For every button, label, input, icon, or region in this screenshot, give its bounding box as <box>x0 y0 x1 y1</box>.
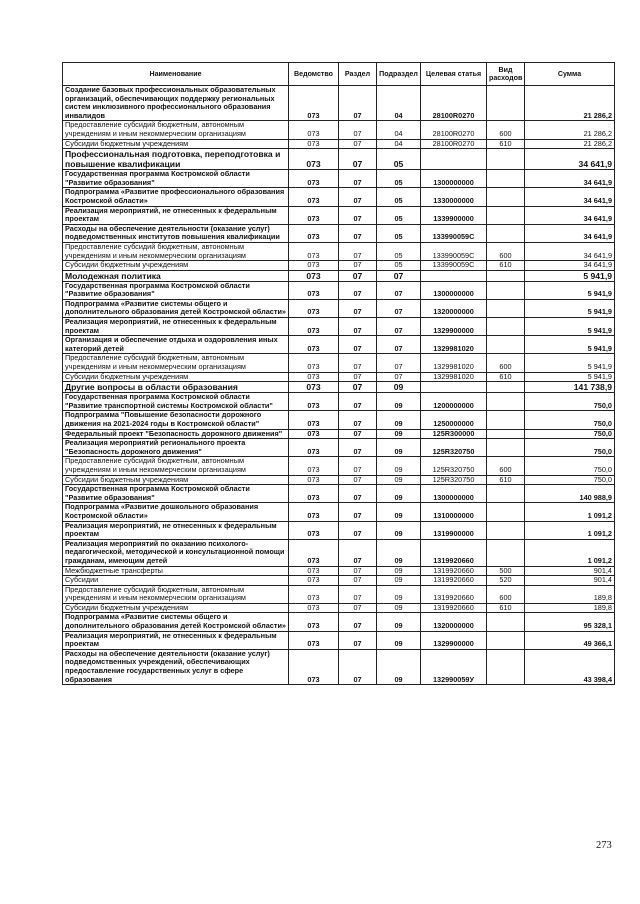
cell-target: 1200000000 <box>421 393 487 411</box>
cell-subsection: 09 <box>377 603 421 613</box>
cell-type <box>487 503 525 521</box>
cell-dept: 073 <box>289 299 339 317</box>
page-number: 273 <box>596 840 612 851</box>
table-row <box>63 503 615 521</box>
cell-section: 07 <box>339 613 377 631</box>
cell-type <box>487 613 525 631</box>
cell-dept: 073 <box>289 393 339 411</box>
table-row <box>63 613 615 631</box>
cell-target: 1339900000 <box>421 206 487 224</box>
table-row <box>63 281 615 299</box>
table-row <box>63 439 615 457</box>
cell-subsection: 05 <box>377 206 421 224</box>
cell-subsection: 07 <box>377 372 421 382</box>
budget-sheet <box>62 62 614 685</box>
cell-name: Реализация мероприятий, не отнесенных к федеральным проектам <box>63 521 289 539</box>
table-row <box>63 206 615 224</box>
cell-sum: 750,0 <box>525 411 615 429</box>
cell-dept: 073 <box>289 566 339 576</box>
cell-subsection: 09 <box>377 613 421 631</box>
cell-name: Предоставление субсидий бюджетным, автономным учреждениям и иным некоммерческим организациям <box>63 121 289 139</box>
cell-type <box>487 429 525 439</box>
cell-type: 610 <box>487 372 525 382</box>
cell-type <box>487 631 525 649</box>
table-row <box>63 382 615 393</box>
cell-target: 1320000000 <box>421 299 487 317</box>
cell-type <box>487 224 525 242</box>
cell-sum: 5 941,9 <box>525 336 615 354</box>
cell-target: 1310000000 <box>421 503 487 521</box>
cell-section: 07 <box>339 242 377 260</box>
cell-subsection: 09 <box>377 631 421 649</box>
cell-type <box>487 382 525 393</box>
header-section: Раздел <box>339 63 377 86</box>
cell-name: Расходы на обеспечение деятельности (оказание услуг) подведомственных институтов повышения квалификации <box>63 224 289 242</box>
cell-subsection: 07 <box>377 281 421 299</box>
cell-dept: 073 <box>289 521 339 539</box>
table-row <box>63 411 615 429</box>
table-body <box>63 86 615 685</box>
cell-dept: 073 <box>289 585 339 603</box>
cell-target: 1319900000 <box>421 521 487 539</box>
table-row <box>63 485 615 503</box>
cell-dept: 073 <box>289 631 339 649</box>
cell-name: Создание базовых профессиональных образовательных организаций, обеспечивающих поддержку региональных систем инклюзивного профессионального образования инвалидов <box>63 86 289 121</box>
cell-target: 1300000000 <box>421 170 487 188</box>
cell-sum: 34 641,9 <box>525 242 615 260</box>
cell-section: 07 <box>339 457 377 475</box>
cell-section: 07 <box>339 566 377 576</box>
cell-dept: 073 <box>289 242 339 260</box>
cell-type: 600 <box>487 457 525 475</box>
cell-type <box>487 270 525 281</box>
table-row <box>63 649 615 684</box>
table-row <box>63 603 615 613</box>
cell-sum: 901,4 <box>525 576 615 586</box>
cell-section: 07 <box>339 149 377 170</box>
table-row <box>63 539 615 566</box>
cell-section: 07 <box>339 299 377 317</box>
cell-type <box>487 206 525 224</box>
cell-target: 1319920660 <box>421 566 487 576</box>
cell-name: Подпрограмма «Развитие системы общего и дополнительного образования детей Костромской области» <box>63 613 289 631</box>
cell-subsection: 09 <box>377 393 421 411</box>
cell-type <box>487 411 525 429</box>
cell-sum: 189,8 <box>525 585 615 603</box>
cell-section: 07 <box>339 188 377 206</box>
header-type: Вид расходов <box>487 63 525 86</box>
cell-target: 1329981020 <box>421 354 487 372</box>
cell-target: 125R320750 <box>421 457 487 475</box>
table-row <box>63 576 615 586</box>
cell-sum: 1 091,2 <box>525 539 615 566</box>
cell-subsection: 04 <box>377 121 421 139</box>
cell-name: Государственная программа Костромской области "Развитие транспортной системы Костромской области" <box>63 393 289 411</box>
cell-target: 1329900000 <box>421 318 487 336</box>
cell-section: 07 <box>339 354 377 372</box>
cell-subsection: 09 <box>377 576 421 586</box>
cell-type <box>487 170 525 188</box>
cell-subsection: 09 <box>377 521 421 539</box>
cell-type <box>487 539 525 566</box>
cell-section: 07 <box>339 121 377 139</box>
cell-sum: 5 941,9 <box>525 318 615 336</box>
budget-table <box>62 62 615 685</box>
cell-name: Профессиональная подготовка, переподготовка и повышение квалификации <box>63 149 289 170</box>
cell-type <box>487 485 525 503</box>
table-row <box>63 170 615 188</box>
cell-dept: 073 <box>289 372 339 382</box>
cell-dept: 073 <box>289 576 339 586</box>
cell-type <box>487 299 525 317</box>
cell-type <box>487 336 525 354</box>
cell-dept: 073 <box>289 170 339 188</box>
cell-name: Государственная программа Костромской области "Развитие образования" <box>63 485 289 503</box>
cell-sum: 1 091,2 <box>525 521 615 539</box>
cell-section: 07 <box>339 429 377 439</box>
cell-sum: 5 941,9 <box>525 354 615 372</box>
header-target: Целевая статья <box>421 63 487 86</box>
cell-type: 600 <box>487 585 525 603</box>
cell-section: 07 <box>339 649 377 684</box>
cell-name: Расходы на обеспечение деятельности (оказание услуг) подведомственных учреждений, обеспечивающих предоставление государственных услуг в сфере образования <box>63 649 289 684</box>
cell-target: 133990059С <box>421 242 487 260</box>
table-row <box>63 631 615 649</box>
cell-subsection: 05 <box>377 188 421 206</box>
cell-subsection: 09 <box>377 585 421 603</box>
cell-section: 07 <box>339 585 377 603</box>
cell-target: 1329981020 <box>421 336 487 354</box>
cell-section: 07 <box>339 503 377 521</box>
cell-section: 07 <box>339 439 377 457</box>
cell-sum: 34 641,9 <box>525 170 615 188</box>
cell-target: 1319920660 <box>421 539 487 566</box>
cell-section: 07 <box>339 521 377 539</box>
cell-subsection: 05 <box>377 224 421 242</box>
cell-type: 600 <box>487 121 525 139</box>
cell-sum: 750,0 <box>525 429 615 439</box>
cell-name: Субсидии бюджетным учреждениям <box>63 603 289 613</box>
cell-sum: 141 738,9 <box>525 382 615 393</box>
cell-target: 1319920660 <box>421 576 487 586</box>
table-row <box>63 475 615 485</box>
cell-target: 1329981020 <box>421 372 487 382</box>
cell-name: Реализация мероприятий, не отнесенных к федеральным проектам <box>63 318 289 336</box>
cell-name: Молодежная политика <box>63 270 289 281</box>
cell-dept: 073 <box>289 457 339 475</box>
cell-type: 600 <box>487 242 525 260</box>
table-row <box>63 336 615 354</box>
cell-target: 28100R0270 <box>421 86 487 121</box>
table-row <box>63 318 615 336</box>
cell-name: Предоставление субсидий бюджетным, автономным учреждениям и иным некоммерческим организациям <box>63 457 289 475</box>
cell-dept: 073 <box>289 649 339 684</box>
cell-subsection: 09 <box>377 411 421 429</box>
cell-target: 28100R0270 <box>421 121 487 139</box>
table-row <box>63 188 615 206</box>
cell-subsection: 04 <box>377 139 421 149</box>
cell-subsection: 05 <box>377 149 421 170</box>
cell-subsection: 09 <box>377 475 421 485</box>
cell-dept: 073 <box>289 485 339 503</box>
cell-section: 07 <box>339 170 377 188</box>
cell-dept: 073 <box>289 336 339 354</box>
cell-dept: 073 <box>289 261 339 271</box>
cell-type: 500 <box>487 566 525 576</box>
table-row <box>63 261 615 271</box>
cell-target <box>421 149 487 170</box>
table-row <box>63 372 615 382</box>
cell-target: 1319920660 <box>421 603 487 613</box>
cell-type: 610 <box>487 603 525 613</box>
cell-subsection: 05 <box>377 242 421 260</box>
cell-subsection: 09 <box>377 649 421 684</box>
cell-target: 1319920660 <box>421 585 487 603</box>
cell-name: Реализация мероприятий регионального проекта "Безопасность дорожного движения" <box>63 439 289 457</box>
table-row <box>63 354 615 372</box>
cell-sum: 21 286,2 <box>525 121 615 139</box>
cell-name: Реализация мероприятий, не отнесенных к федеральным проектам <box>63 631 289 649</box>
cell-dept: 073 <box>289 318 339 336</box>
table-row <box>63 86 615 121</box>
cell-type <box>487 318 525 336</box>
cell-type: 610 <box>487 261 525 271</box>
cell-target: 1250000000 <box>421 411 487 429</box>
cell-target: 1330000000 <box>421 188 487 206</box>
header-subsection: Подраздел <box>377 63 421 86</box>
cell-name: Реализация мероприятий по оказанию психолого-педагогической, методической и консультационной помощи гражданам, имеющим детей <box>63 539 289 566</box>
cell-sum: 750,0 <box>525 439 615 457</box>
cell-sum: 1 091,2 <box>525 503 615 521</box>
cell-subsection: 07 <box>377 354 421 372</box>
cell-section: 07 <box>339 382 377 393</box>
cell-sum: 49 366,1 <box>525 631 615 649</box>
cell-target <box>421 270 487 281</box>
cell-type: 610 <box>487 475 525 485</box>
cell-subsection: 09 <box>377 566 421 576</box>
cell-name: Субсидии бюджетным учреждениям <box>63 372 289 382</box>
cell-section: 07 <box>339 139 377 149</box>
cell-name: Субсидии бюджетным учреждениям <box>63 139 289 149</box>
cell-sum: 140 988,9 <box>525 485 615 503</box>
cell-section: 07 <box>339 393 377 411</box>
cell-section: 07 <box>339 86 377 121</box>
cell-target: 1300000000 <box>421 485 487 503</box>
cell-dept: 073 <box>289 121 339 139</box>
cell-target: 125R300000 <box>421 429 487 439</box>
header-name: Наименование <box>63 63 289 86</box>
cell-subsection: 07 <box>377 336 421 354</box>
cell-subsection: 09 <box>377 503 421 521</box>
cell-subsection: 09 <box>377 485 421 503</box>
cell-dept: 073 <box>289 139 339 149</box>
cell-section: 07 <box>339 411 377 429</box>
cell-type <box>487 281 525 299</box>
cell-subsection: 09 <box>377 429 421 439</box>
table-row <box>63 270 615 281</box>
table-row <box>63 149 615 170</box>
cell-sum: 34 641,9 <box>525 206 615 224</box>
cell-target: 133990059С <box>421 224 487 242</box>
cell-sum: 901,4 <box>525 566 615 576</box>
cell-section: 07 <box>339 485 377 503</box>
cell-subsection: 09 <box>377 439 421 457</box>
cell-subsection: 09 <box>377 382 421 393</box>
cell-type <box>487 649 525 684</box>
cell-dept: 073 <box>289 281 339 299</box>
cell-sum: 189,8 <box>525 603 615 613</box>
cell-name: Подпрограмма «Развитие системы общего и дополнительного образования детей Костромской области» <box>63 299 289 317</box>
table-row <box>63 242 615 260</box>
cell-section: 07 <box>339 539 377 566</box>
cell-type: 600 <box>487 354 525 372</box>
cell-section: 07 <box>339 576 377 586</box>
cell-section: 07 <box>339 631 377 649</box>
cell-section: 07 <box>339 372 377 382</box>
cell-name: Другие вопросы в области образования <box>63 382 289 393</box>
cell-subsection: 07 <box>377 270 421 281</box>
cell-name: Подпрограмма «Развитие дошкольного образования Костромской области» <box>63 503 289 521</box>
header-sum: Сумма <box>525 63 615 86</box>
cell-type: 520 <box>487 576 525 586</box>
table-row <box>63 429 615 439</box>
cell-name: Подпрограмма "Повышение безопасности дорожного движения на 2021-2024 годы в Костромской области" <box>63 411 289 429</box>
cell-sum: 5 941,9 <box>525 372 615 382</box>
cell-name: Предоставление субсидий бюджетным, автономным учреждениям и иным некоммерческим организациям <box>63 585 289 603</box>
cell-sum: 43 398,4 <box>525 649 615 684</box>
table-row <box>63 139 615 149</box>
cell-sum: 21 286,2 <box>525 86 615 121</box>
cell-name: Субсидии бюджетным учреждениям <box>63 475 289 485</box>
cell-dept: 073 <box>289 206 339 224</box>
table-row <box>63 585 615 603</box>
cell-name: Федеральный проект "Безопасность дорожного движения" <box>63 429 289 439</box>
cell-target: 125R320750 <box>421 439 487 457</box>
cell-name: Предоставление субсидий бюджетным, автономным учреждениям и иным некоммерческим организациям <box>63 242 289 260</box>
cell-section: 07 <box>339 281 377 299</box>
cell-section: 07 <box>339 475 377 485</box>
cell-section: 07 <box>339 318 377 336</box>
table-header <box>63 63 615 86</box>
cell-sum: 5 941,9 <box>525 270 615 281</box>
cell-type: 610 <box>487 139 525 149</box>
cell-sum: 34 641,9 <box>525 188 615 206</box>
cell-sum: 34 641,9 <box>525 224 615 242</box>
cell-sum: 750,0 <box>525 475 615 485</box>
cell-dept: 073 <box>289 270 339 281</box>
cell-dept: 073 <box>289 439 339 457</box>
cell-sum: 34 641,9 <box>525 149 615 170</box>
table-row <box>63 224 615 242</box>
cell-name: Реализация мероприятий, не отнесенных к федеральным проектам <box>63 206 289 224</box>
cell-name: Субсидии бюджетным учреждениям <box>63 261 289 271</box>
cell-type <box>487 521 525 539</box>
cell-type <box>487 188 525 206</box>
cell-section: 07 <box>339 270 377 281</box>
cell-subsection: 05 <box>377 261 421 271</box>
cell-sum: 95 328,1 <box>525 613 615 631</box>
cell-target: 1300000000 <box>421 281 487 299</box>
cell-type <box>487 393 525 411</box>
header-dept: Ведомство <box>289 63 339 86</box>
cell-dept: 073 <box>289 475 339 485</box>
cell-dept: 073 <box>289 411 339 429</box>
cell-dept: 073 <box>289 382 339 393</box>
cell-dept: 073 <box>289 354 339 372</box>
cell-target: 133990059С <box>421 261 487 271</box>
table-row <box>63 566 615 576</box>
cell-name: Государственная программа Костромской области "Развитие образования" <box>63 281 289 299</box>
cell-dept: 073 <box>289 539 339 566</box>
cell-type <box>487 149 525 170</box>
cell-sum: 34 641,9 <box>525 261 615 271</box>
cell-name: Организация и обеспечение отдыха и оздоровления иных категорий детей <box>63 336 289 354</box>
cell-name: Государственная программа Костромской области "Развитие образования" <box>63 170 289 188</box>
cell-type <box>487 86 525 121</box>
cell-sum: 21 286,2 <box>525 139 615 149</box>
cell-subsection: 09 <box>377 539 421 566</box>
cell-dept: 073 <box>289 188 339 206</box>
cell-sum: 750,0 <box>525 393 615 411</box>
cell-name: Межбюджетные трансферты <box>63 566 289 576</box>
cell-name: Субсидии <box>63 576 289 586</box>
cell-dept: 073 <box>289 86 339 121</box>
table-row <box>63 521 615 539</box>
cell-subsection: 05 <box>377 170 421 188</box>
cell-section: 07 <box>339 336 377 354</box>
cell-target: 125R320750 <box>421 475 487 485</box>
cell-type <box>487 439 525 457</box>
cell-target: 1320000000 <box>421 613 487 631</box>
cell-dept: 073 <box>289 149 339 170</box>
cell-sum: 5 941,9 <box>525 281 615 299</box>
cell-subsection: 07 <box>377 299 421 317</box>
cell-sum: 750,0 <box>525 457 615 475</box>
cell-subsection: 09 <box>377 457 421 475</box>
cell-subsection: 04 <box>377 86 421 121</box>
cell-section: 07 <box>339 261 377 271</box>
cell-section: 07 <box>339 224 377 242</box>
cell-section: 07 <box>339 206 377 224</box>
cell-target <box>421 382 487 393</box>
cell-target: 28100R0270 <box>421 139 487 149</box>
table-row <box>63 299 615 317</box>
cell-dept: 073 <box>289 603 339 613</box>
cell-sum: 5 941,9 <box>525 299 615 317</box>
cell-dept: 073 <box>289 503 339 521</box>
cell-dept: 073 <box>289 224 339 242</box>
cell-target: 132990059У <box>421 649 487 684</box>
cell-section: 07 <box>339 603 377 613</box>
cell-name: Предоставление субсидий бюджетным, автономным учреждениям и иным некоммерческим организациям <box>63 354 289 372</box>
table-row <box>63 457 615 475</box>
cell-name: Подпрограмма «Развитие профессионального образования Костромской области» <box>63 188 289 206</box>
table-row <box>63 393 615 411</box>
cell-dept: 073 <box>289 429 339 439</box>
cell-subsection: 07 <box>377 318 421 336</box>
cell-dept: 073 <box>289 613 339 631</box>
cell-target: 1329900000 <box>421 631 487 649</box>
table-row <box>63 121 615 139</box>
